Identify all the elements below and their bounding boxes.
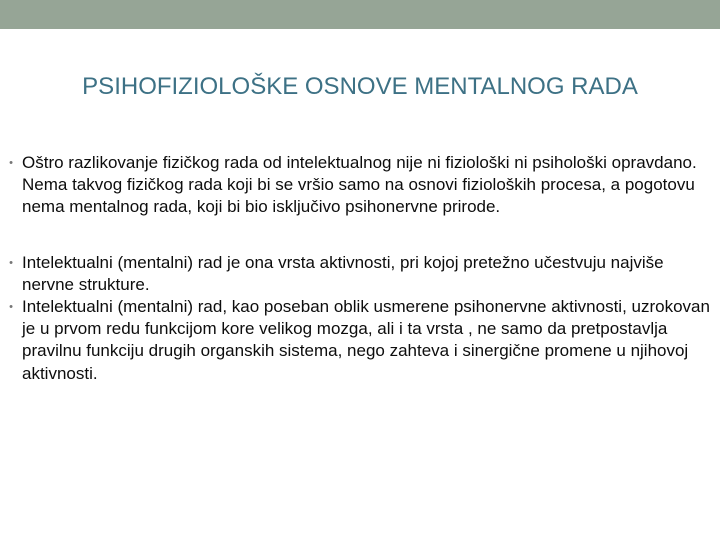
bullet-dot-icon: • — [9, 157, 13, 169]
top-accent-bar — [0, 0, 720, 29]
bullet-dot-icon: • — [9, 301, 13, 314]
bullet-item — [5, 296, 715, 385]
bullet-list — [5, 152, 715, 385]
bullet-item — [5, 152, 715, 219]
bullet-text: Oštro razlikovanje fizičkog rada od intelektualnog nije ni fiziološki ni psihološki opravdano. Nema takvog fizičkog rada koji bi se vršio samo na osnovi fizioloških procesa, a pogotovu nema mentalnog rada, koji bi bio isključivo psihonervne prirode. — [22, 153, 697, 217]
bullet-text: Intelektualni (mentalni) rad, kao poseban oblik usmerene psihonervne aktivnosti, uzrokovan je u prvom redu funkcijom kore velikog mozga, ali i ta vrsta , ne samo da pretpostavlja pravilnu funkciju drugih organskih sistema, nego zahteva i sinergične promene u njihovoj aktivnosti. — [22, 297, 710, 383]
bullet-text: Intelektualni (mentalni) rad je ona vrsta aktivnosti, pri kojoj pretežno učestvuju najviše nervne strukture. — [22, 252, 664, 294]
bullet-dot-icon: • — [9, 256, 13, 269]
bullet-item — [5, 252, 715, 296]
slide-title: PSIHOFIZIOLOŠKE OSNOVE MENTALNOG RADA — [82, 73, 638, 100]
